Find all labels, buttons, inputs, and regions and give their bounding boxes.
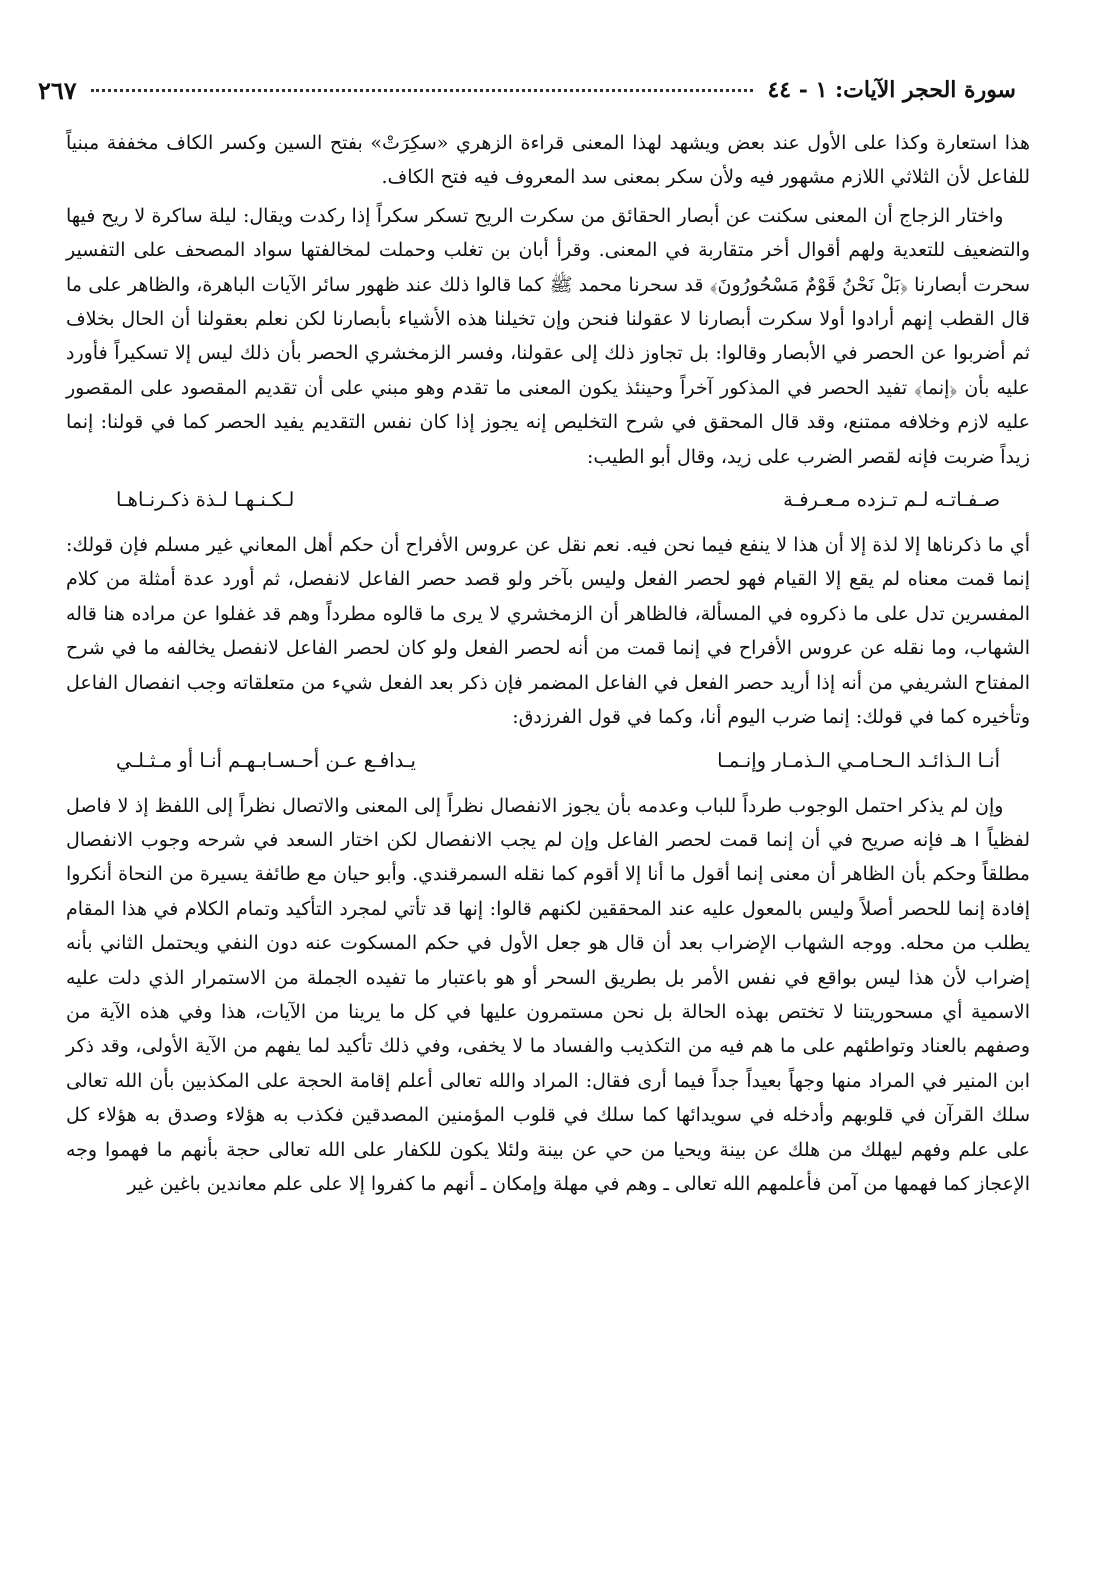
poetry-verse (66, 739, 1030, 783)
verse-second-hemistich: يـدافـع عـن أحـسـابـهـم أنـا أو مـثـلـي (116, 748, 416, 772)
poetry-verse (66, 478, 1030, 522)
page-body (66, 126, 1030, 1201)
dotted-leader (91, 89, 754, 92)
paragraph: وإن لم يذكر احتمل الوجوب طرداً للباب وعدمه بأن يجوز الانفصال نظراً إلى المعنى والاتصال نظراً إلى اللفظ إذ لا فاصل لفظياً ا هـ فإنه صريح في أن إنما قمت لحصر الفاعل وإن لم يجب الانفصال لكن اختار السعد في شرحه وجوب الانفصال مطلقاً وحكم بأن الظاهر أن معنى إنما أقول ما أنا إلا أقوم كما نقله السمرقندي. وأبو حيان مع طائفة يسيرة من النحاة أنكروا إفادة إنما للحصر أصلاً وليس بالمعول عليه عند المحققين لكنهم قالوا: إنها قد تأتي لمجرد التأكيد وتمام الكلام في هذا المقام يطلب من محله. ووجه الشهاب الإضراب بعد أن قال هو جعل الأول في حكم المسكوت عنه دون النفي ويحتمل الثاني بأنه إضراب لأن هذا ليس بواقع في نفس الأمر بل بطريق السحر أو هو باعتبار ما تفيده الجملة من الاستمرار الذي دلت عليه الاسمية أي مسحوريتنا لا تختص بهذه الحالة بل نحن مستمرون عليها في كل ما يرينا من الآيات، هذا وفي هذه الآية من وصفهم بالعناد وتواطئهم على ما هم فيه من التكذيب والفساد ما لا يخفى، وفي ذلك تأكيد لما يفهم من الآية الأولى، وقد ذكر ابن المنير في المراد منها وجهاً بعيداً جداً فيما أرى فقال: المراد والله تعالى أعلم إقامة الحجة على المكذبين بأن الله تعالى سلك القرآن في قلوبهم وأدخله في سويدائها كما سلك في قلوب المؤمنين المصدقين فكذب به هؤلاء وصدق به هؤلاء كل على علم وفهم ليهلك من هلك عن بينة ويحيا من حي عن بينة ولئلا يكون للكفار على الله تعالى حجة بأنهم ما فهموا وجه الإعجاز كما فهمها من آمن فأعلمهم الله تعالى ـ وهم في مهلة وإمكان ـ أنهم ما كفروا إلا على علم معاندين باغين غير (66, 794, 1030, 1195)
paragraph: هذا استعارة وكذا على الأول عند بعض ويشهد لهذا المعنى قراءة الزهري «سكِرَتْ» بفتح السين وكسر الكاف مخففة مبنياً للفاعل لأن الثلاثي اللازم مشهور فيه ولأن سكر بمعنى سد المعروف فيه فتح الكاف. (66, 132, 1030, 189)
running-header (38, 72, 1016, 108)
page-number: ٢٦٧ (38, 75, 77, 105)
verse-first-hemistich: صـفـاتـه لـم تـزده مـعـرفـة (783, 488, 1000, 512)
verse-first-hemistich: أنـا الـذائـد الـحـامـي الـذمـار وإنـمـا (717, 748, 1000, 772)
verse-second-hemistich: لـكـنـهـا لـذة ذكـرنـاهـا (116, 488, 295, 512)
paragraph: واختار الزجاج أن المعنى سكنت عن أبصار الحقائق من سكرت الريح تسكر سكراً إذا ركدت ويقال: ليلة ساكرة لا ريح فيها والتضعيف للتعدية ولهم أقوال أخر متقاربة في المعنى. وقرأ أبان بن تغلب وحملت لمخالفتها سواد المصحف على التفسير سحرت أبصارنا ﴿بَلْ نَحْنُ قَوْمٌ مَسْحُورُونَ﴾ قد سحرنا محمد ﷺ كما قالوا ذلك عند ظهور سائر الآيات الباهرة، والظاهر على ما قال القطب إنهم أرادوا أولا سكرت أبصارنا لا عقولنا فنحن وإن تخيلنا هذه الأشياء بأبصارنا لكن نعلم بعقولنا أن الحال بخلاف ثم أضربوا عن الحصر في الأبصار وقالوا: بل تجاوز ذلك إلى عقولنا، وفسر الزمخشري الحصر بأن ذلك ليس إلا تسكيراً فأورد عليه بأن ﴿إنما﴾ تفيد الحصر في المذكور آخراً وحينئذ يكون المعنى ما تقدم وهو مبني على أن تقديم المقصود على المقصور عليه لازم وخلافه ممتنع، وقد قال المحقق في شرح التخليص إنه يجوز إذا كان نفس التقديم يفيد الحصر كما في قولنا: إنما زيداً ضربت فإنه لقصر الضرب على زيد، وقال أبو الطيب: (66, 204, 1031, 468)
paragraph: أي ما ذكرناها إلا لذة إلا أن هذا لا ينفع فيما نحن فيه. نعم نقل عن عروس الأفراح أن حكم أهل المعاني غير مسلم فإن قولك: إنما قمت معناه لم يقع إلا القيام فهو لحصر الفعل وليس بآخر ولو قصد حصر الفاعل لانفصل، ثم أورد عدة أمثلة من كلام المفسرين تدل على ما ذكروه في المسألة، فالظاهر أن الزمخشري لا يرى ما قالوه مطرداً وهم قد غفلوا عن مراده هنا قاله الشهاب، وما نقله عن عروس الأفراح في إنما قمت من أنه لحصر الفعل ولو كان لحصر الفاعل لانفصل يخالفه ما في شرح المفتاح الشريفي من أنه إذا أريد حصر الفعل في الفاعل المضمر فإن ذكر بعد الفعل شيء من متعلقاته وجب انفصال الفاعل وتأخيره كما في قولك: إنما ضرب اليوم أنا، وكما في قول الفرزدق: (66, 534, 1030, 729)
surah-title: سورة الحجر الآيات: ١ - ٤٤ (767, 77, 1016, 103)
